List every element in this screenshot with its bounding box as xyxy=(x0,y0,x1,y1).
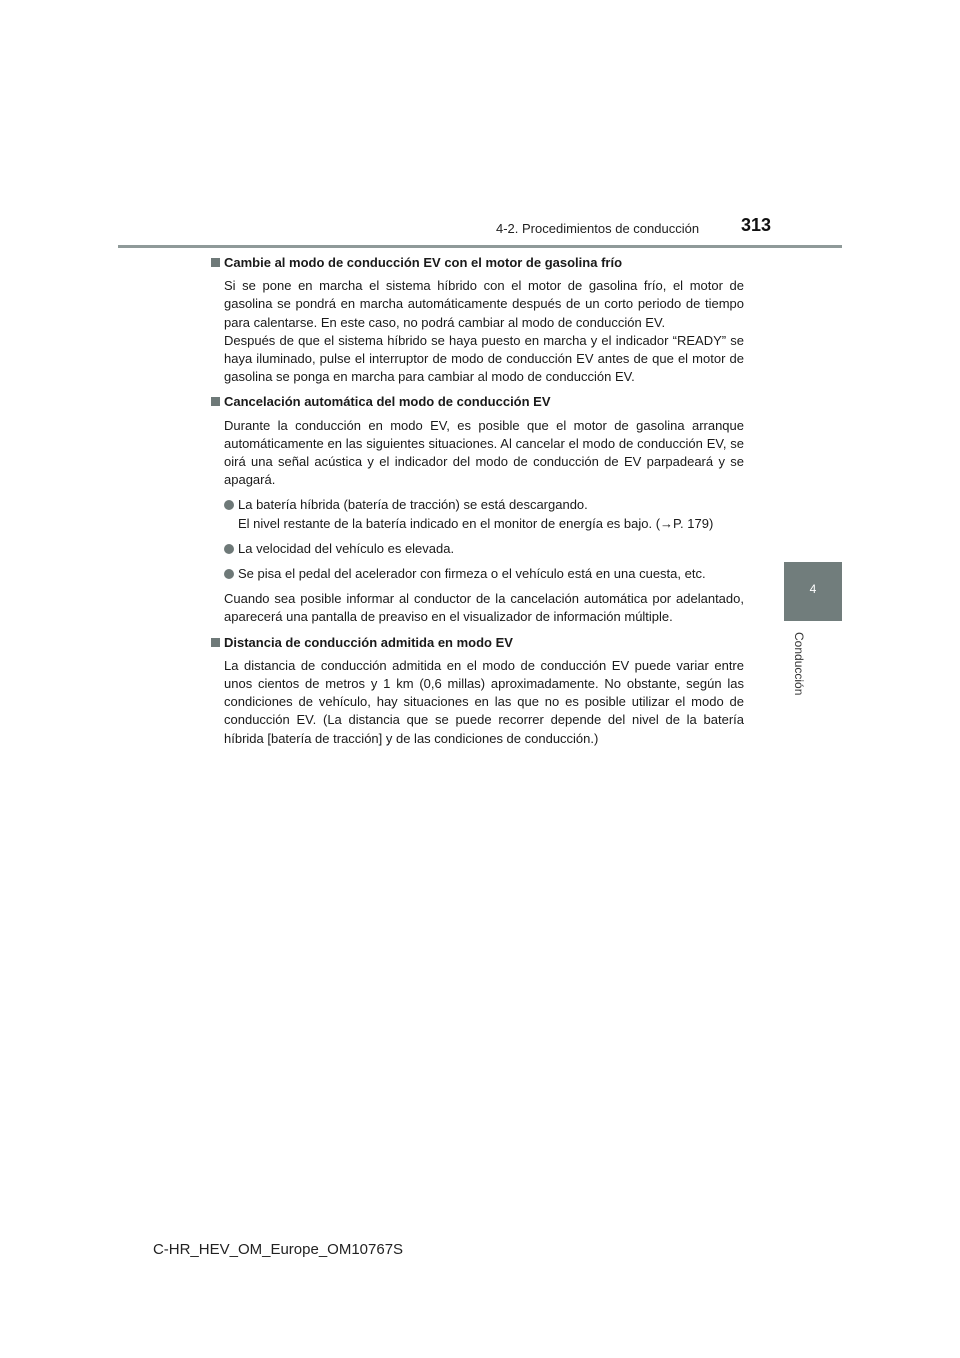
header-divider xyxy=(118,245,842,248)
paragraph: Si se pone en marcha el sistema híbrido con el motor de gasolina frío, el motor de gasolina se pondrá en marcha automáticamente después de un corto periodo de tiempo para calentarse. En este caso, no podrá cambiar al modo de conducción EV. xyxy=(224,278,744,330)
circle-bullet-icon xyxy=(224,500,234,510)
square-bullet-icon xyxy=(211,258,220,267)
chapter-tab xyxy=(784,562,842,621)
list-item xyxy=(224,540,744,558)
document-code: C-HR_HEV_OM_Europe_OM10767S xyxy=(152,1241,404,1258)
list-item-text: La velocidad del vehículo es elevada. xyxy=(238,540,455,556)
paragraph: Después de que el sistema híbrido se haya puesto en marcha y el indicador “READY” se haya iluminado, pulse el interruptor de modo de conducción EV antes de que el motor de gasolina se ponga en marcha para cambiar al modo de conducción EV. xyxy=(224,332,744,385)
chapter-label: Conducción xyxy=(792,632,806,696)
section-heading-text: Distancia de conducción admitida en modo EV xyxy=(224,634,513,650)
section-heading xyxy=(210,634,744,652)
page-content xyxy=(210,254,744,755)
paragraph: La distancia de conducción admitida en el modo de conducción EV puede variar entre unos cientos de metros y 1 km (0,6 millas) aproximadamente. No obstante, según las condiciones de vehículo, hay situaciones en las que no es posible utilizar el modo de conducción EV. (La distancia que se puede recorrer depende del nivel de la batería híbrida [batería de tracción] y de las condiciones de conducción.) xyxy=(224,657,744,746)
list-item-text: Se pisa el pedal del acelerador con firmeza o el vehículo está en una cuesta, etc. xyxy=(238,566,706,582)
square-bullet-icon xyxy=(211,638,220,647)
section-title: 4-2. Procedimientos de conducción xyxy=(496,221,700,236)
circle-bullet-icon xyxy=(224,569,234,579)
chapter-number: 4 xyxy=(809,582,817,596)
paragraph: Cuando sea posible informar al conductor de la cancelación automática por adelantado, aparecerá una pantalla de preaviso en el visualizador de información múltiple. xyxy=(224,591,744,625)
section-heading-text: Cambie al modo de conducción EV con el motor de gasolina frío xyxy=(224,255,623,270)
page-number: 313 xyxy=(741,215,772,235)
square-bullet-icon xyxy=(211,397,220,406)
paragraph: Durante la conducción en modo EV, es posible que el motor de gasolina arranque automáticamente en las siguientes situaciones. Al cancelar el modo de conducción EV, se oirá una señal acústica y el indicador del modo de conducción de EV parpadeará y se apagará. xyxy=(224,417,744,488)
section-heading xyxy=(210,393,744,411)
section-heading xyxy=(210,254,744,272)
list-item-text: La batería híbrida (batería de tracción) se está descargando. xyxy=(238,497,588,513)
list-item-subtext: El nivel restante de la batería indicado en el monitor de energía es bajo. (→P. 179) xyxy=(238,515,714,531)
list-item xyxy=(224,565,744,583)
list-item xyxy=(224,496,744,532)
section-heading-text: Cancelación automática del modo de conducción EV xyxy=(224,394,551,410)
circle-bullet-icon xyxy=(224,544,234,554)
